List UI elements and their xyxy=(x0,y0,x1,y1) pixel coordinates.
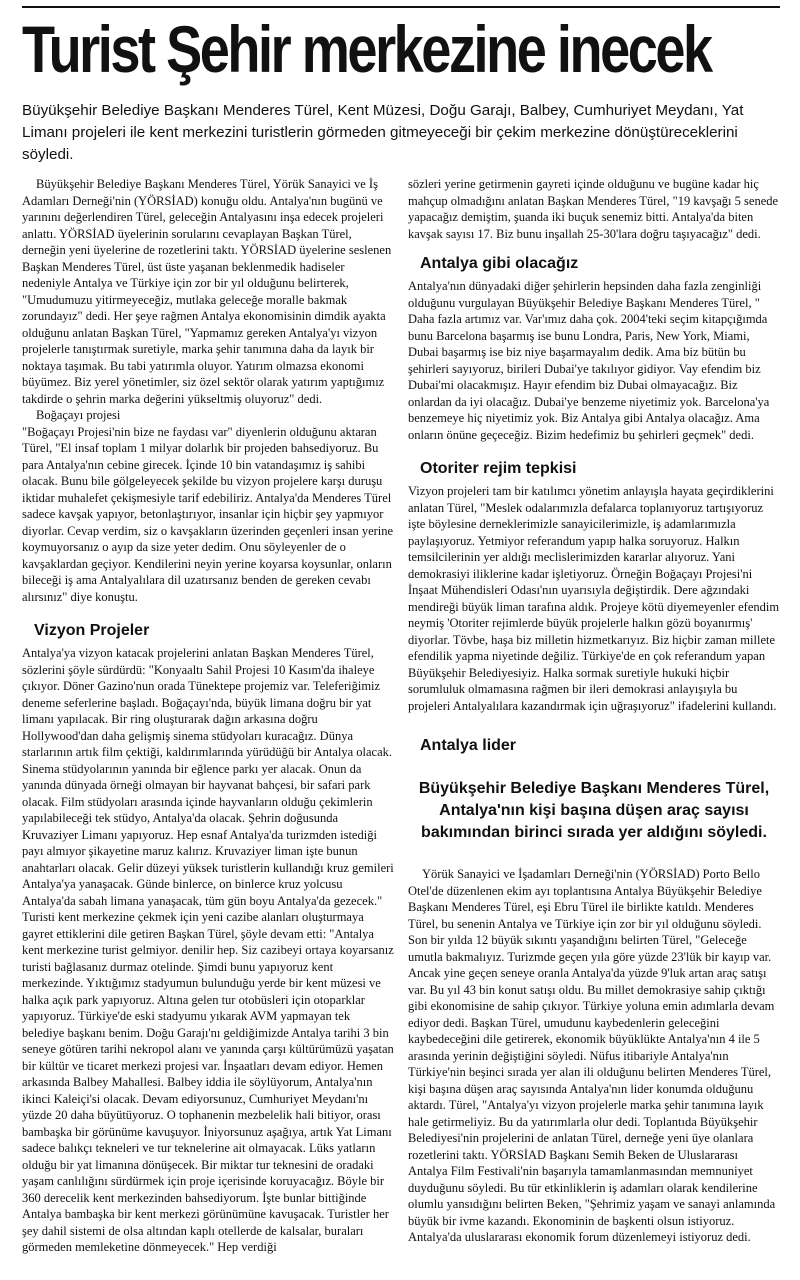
lead-paragraph: Büyükşehir Belediye Başkanı Menderes Türel, Kent Müzesi, Doğu Garajı, Balbey, Cumhuriyet Meydanı, Yat Limanı projeleri ile kent merkezini turistlerin görmeden gitmeyeceği bir çekim merkezine dönüştüreceklerini söyledi. xyxy=(22,102,744,163)
left-paragraph-4: Antalya'ya vizyon katacak projelerini anlatan Başkan Menderes Türel, sözlerini şöyle sürdürdü: "Konyaaltı Sahil Projesi 10 Kasım'da ihaleye çıkıyor. Döner Gazino'nun orada Tünektepe projemiz var. Teleferiğimiz deneme seferlerine başladı. Boğaçayı'nda, büyük limana doğru bir yat limanı yapılacak. Bir ring oluşturarak dağın arkasına doğru Hollywood'dan daha gelişmiş sinema stüdyoları kuracağız. Dünya starlarının artık film çektiği, kaldırımlarında yürüdüğü bir Antalya olacak. Sinema stüdyolarının yanında bir eğlence parkı yer alacak. Onun da yanında dünyada örneği olmayan bir hayvanat bahçesi, bir safari park olacak. Film stüdyoları arasında içinde hayvanların olduğu çekimlerin yapılabileceği tek stüdyo, Antalya'da olacak. Şehrin doğusunda Kruvaziyer Limanı yapıyoruz. Hep esnaf Antalya'da turizmden istediği payı almıyor şikayetine maruz kalırız. Kruvaziyer liman işte bunun anahtarları olacak. Gelir düzeyi yüksek turistlerin kullandığı kruz gemileri Antalya'ya yanaşacak. Günde binlerce, on binlerce kruz yolcusu Antalya'da sabah limana yanaşacak, tüm gün boyu Antalya'da gezecek." Turisti kent merkezine çekmek için yeni cazibe alanları oluşturmaya gayret ettiklerini dile getiren Başkan Türel, şöyle devam etti: "Antalya kent merkezine turist gelmiyor. denilir hep. Siz cazibeyi ortaya koyarsanız turisti bağlasanız durmaz otelinde. Şimdi bunu yapıyoruz kent merkezinde. Yıktığımız stadyumun bulunduğu yerde bir kent müzesi ve halka açık park yapıyoruz. Altına gelen tur otobüsleri için otoparklar yapıyoruz. Türkiye'de eski stadyumu yıkarak AVM yapmayan tek belediye başkanı benim. Doğu Garajı'nı geldiğimizde Antalya tarihi 3 bin seneye götüren tarihi nekropol alanı ve yanında çarşı kültürümüzü yaşatan bir kültür ve ticaret merkezi projesi var. İnşaatları devam ediyor. Hemen arkasında Balbey Mahallesi. Balbey iddia ile söylüyorum, Antalya'nın ikinci Kaleiçi'si olacak. Devam ediyorsunuz, Cumhuriyet Meydanı'nı yüzde 20 daha büyütüyoruz. O tophanenin mezbelelik hali bitiyor, orası bambaşka bir görünüme kavuşuyor. İniyorsunuz aşağıya, artık Yat Limanı sadece balıkçı tekneleri ve tur teknelerine ait olmayacak. Lüks yatların olduğu bir yat limanına dönüşecek. Bir miktar tur teknesini de oradaki yaşam canlılığını sürdürmek için proje içerisinde koruyacağız. Böyle bir 360 derecelik kent merkezinden bahsediyorum. İşte bunlar bittiğinde Antalya bambaşka bir kent merkezi görünümüne kavuşacak. Turistler her şey dahil sistemi de olsa altından kaplı otellerde de kalsalar, buraları görmeden memleketine dönmeyecek." Hep verdiği xyxy=(22,646,394,1254)
left-paragraph-2: Boğaçayı projesi xyxy=(36,408,121,422)
right-paragraph-1: sözleri yerine getirmenin gayreti içinde olduğunu ve bugüne kadar hiç mahçup olmadığını anlatan Başkan Menderes Türel, "19 kavşağı 5 senede yapacağız demiştim, şuanda iki buçuk senemiz bitti. Antalya'da biten kavşak sayısı 17. Biz bunu inşallah 25-30'lara doğru taşıyacağız" dedi. xyxy=(408,177,779,241)
right-paragraph-3: Vizyon projeleri tam bir katılımcı yönetim anlayışla hayata geçirdiklerini anlatan Türel, "Meslek odalarımızla defalarca toplanıyoruz tartışıyoruz işte böylesine derneklerimizle sanayicilerimizle, iş adamlarımızla paylaşıyoruz. Yetmiyor referandum yapıp halka soruyoruz. Halkın temsilcilerinin yer aldığı meclislerimizden kararlar alıyoruz. Yani demokrasiyi iliklerine kadar işletiyoruz. Örneğin Boğaçayı Projesi'ni İnşaat Mühendisleri Odası'nın uyarısıyla değiştirdik. Dere ağzındaki mendireği büyük liman tarafına aldık. Projeye kötü diyemeyenler efendim neymiş 'Otoriter rejimlerde büyük projelerle halkın gözü boyanırmış' diyorlar. Tövbe, haşa biz milletin hizmetkarıyız. Biz hiçbir zaman millete efendilik yapma niyetinde değiliz. Türkiye'de en çok referandum yapan Büyükşehir Belediyesiyiz. Halka sormak suretiyle hukuki hiçbir sorumluluk olmamasına rağmen bir ileri demokrasi anlayışıyla bu projeleri Antalyalılara kazandırmak için uğraşıyoruz" ifadelerini kullandı. xyxy=(408,484,780,713)
subheading-vizyon-projeler: Vizyon Projeler xyxy=(34,622,150,639)
article-columns xyxy=(22,176,780,1256)
left-paragraph-3: "Boğaçayı Projesi'nin bize ne faydası var" diyenlerin olduğunu aktaran Türel, "El insaf toplam 1 milyar dolarlık bir projeden bahsediyoruz. Bu para Antalya'nın cebine girecek. İçinde 10 bin vatandaşımız iş sahibi olacak. Bunu bile gölgeleyecek şekilde bu vizyon projelere karşı duruşu iktidar muhalefet çekişmesiyle tarif edebiliriz. Antalya'da Menderes Türel sadece kavşak yapıyor, betonlaştırıyor, insanlar için hiçbir şey yapmıyor diyorlar. Cevap verdim, siz o kavşakların üzerinden geçenleri insan yerine koymuyorsanız o ayıp da size yeter dedim. Onu söyleyenler de o kavşaklardan geçiyor. Kendilerini neyin yerine koyarsa koysunlar, onların bileceği iş ama Antalyalılara dil uzatırsanız benden de gereken cevabı alırsınız" diye konuştu. xyxy=(22,424,394,604)
secondary-headline: Büyükşehir Belediye Başkanı Menderes Türel, Antalya'nın kişi başına düşen araç sayısı bakımından birinci sırada yer aldığını söyledi. xyxy=(418,780,770,841)
subheading-otoriter-rejim: Otoriter rejim tepkisi xyxy=(420,460,577,477)
left-paragraph-1: Büyükşehir Belediye Başkanı Menderes Türel, Yörük Sanayici ve İş Adamları Derneği'nin (YÖRSİAD) konuğu oldu. Antalya'nın bugünü ve yarınını değerlendiren Türel, geleceğin Antalyasını inşa edecek projeleri anlattı. YÖRSİAD üyelerinin sorularını cevaplayan Başkan Türel, derneğin yeni üyelerine de rozetlerini taktı. YÖRSİAD üyelerine seslenen Başkan Menderes Türel, üst üste yaşanan beklenmedik hadiseler nedeniyle Antalya ve Türkiye için zor bir yıl olduğunu belirterek, "Umudumuzu yitirmeyeceğiz, mutlaka geleceğe moralle bakmak zorundayız" dedi. Her şeye rağmen Antalya ekonomisinin dimdik ayakta olduğunu anlatan Başkan Türel, "Yapmamız gereken Antalya'yı vizyon projelerle tanıştırmak suretiyle, marka şehir tanımına daha da layık bir noktaya taşımak. Bu tabi yatırımla oluyor. Yatırım olmazsa ekonomi büyümez. Biz yerel yönetimler, siz özel sektör olarak yatırım yaptığımız takdirde o şehrin marka değerini yükseltmiş oluyoruz" dedi. xyxy=(22,177,392,406)
headline: Turist Şehir merkezine inecek xyxy=(22,12,711,86)
subheading-antalya-gibi: Antalya gibi olacağız xyxy=(420,255,579,272)
right-paragraph-2: Antalya'nın dünyadaki diğer şehirlerin hepsinden daha fazla zenginliği olduğunu vurgulayan Büyükşehir Belediye Başkanı Menderes Türel, " Daha fazla artımız var. Var'ımız daha çok. 2004'teki seçim kitapçığımda bunu Barcelona başarmış ise bunu Londra, Paris, New York, Miami, Dubai başarmış ise biz niye başarmayalım dedik. Ama biz bütün bu şehirleri sayıyoruz, birileri Dubai'ye takılıyor gidiyor. Vay efendim biz Dubai'mi olacakmışız. Hayır efendim biz Dubai olmayacağız. Biz onlardan da iyi olacağız. Dubai'ye benzeme niyetimiz yok. Barcelona'ya benzemeye hiç niyetimiz yok. Biz Antalya gibi Antalya olacağız. Ama onların önüne geçeceğiz. Bizim hedefimiz bu şehirleri geçmek" dedi. xyxy=(408,279,770,442)
left-column xyxy=(22,176,394,1256)
subheading-antalya-lider: Antalya lider xyxy=(420,737,517,754)
top-rule xyxy=(22,6,780,8)
right-column xyxy=(408,176,780,1256)
right-paragraph-4: Yörük Sanayici ve İşadamları Derneği'nin (YÖRSİAD) Porto Bello Otel'de düzenlenen ekim ayı toplantısına Antalya Büyükşehir Belediye Başkanı Menderes Türel, eşi Ebru Türel ile birlikte katıldı. Menderes Türel, bu senenin Antalya ve Türkiye için zor bir yıl olduğunu söyledi. Son bir yılda 12 büyük sıkıntı yaşandığını belirten Türel, "Geleceğe umutla bakmalıyız. Turizmde geçen yıla göre yüzde 23'lük bir kayıp var. Ancak yine geçen seneye oranla Antalya'da yüzde 9'luk artan araç satışı var. Bu yıl 43 bin konut satışı oldu. Bu millet demokrasiye sahip çıktığı gibi ekonomisine de sahip çıkıyor. Türkiye yoluna emin adımlarla devam ediyor dedi. Başkan Türel, umudunu kaybedenlerin geleceğini kaybedeceğini dile getirerek, ekonomik büyüklükte Antalya'nın 4 ile 5 arasında yerinin değiştiğini söyledi. Nüfus itibariyle Antalya'nın Türkiye'nin beşinci sırada yer alan ili olduğunu belirten Menderes Türel, kişi başına düşen araç sayısında Antalya'nın lider konumda olduğunu aktardı. Türel, "Antalya'yı vizyon projelerle marka şehir tanımına layık hale getirmeliyiz. Bu da yatırımlarla olur dedi. Toplantıda Büyükşehir Belediyesi'nin projelerini de anlatan Türel, derneğe yeni üye olanlara rozetlerini taktı. YÖRSİAD Başkanı Semih Beken de Uluslararası Antalya Film Festivali'nin başarıyla tamamlanmasından memnuniyet duyduğunu söyledi. Bu tür etkinliklerin iş adamları olarak kendilerine olumlu yansıdığını belirten Beken, "Şehrimiz yaşam ve sanayi anlamında büyük bir ivme kazandı. Ekonominin de başkenti olsun istiyoruz. Antalya'da uluslararası ekonomik forum düzenlemeyi istiyoruz dedi. xyxy=(408,867,776,1244)
